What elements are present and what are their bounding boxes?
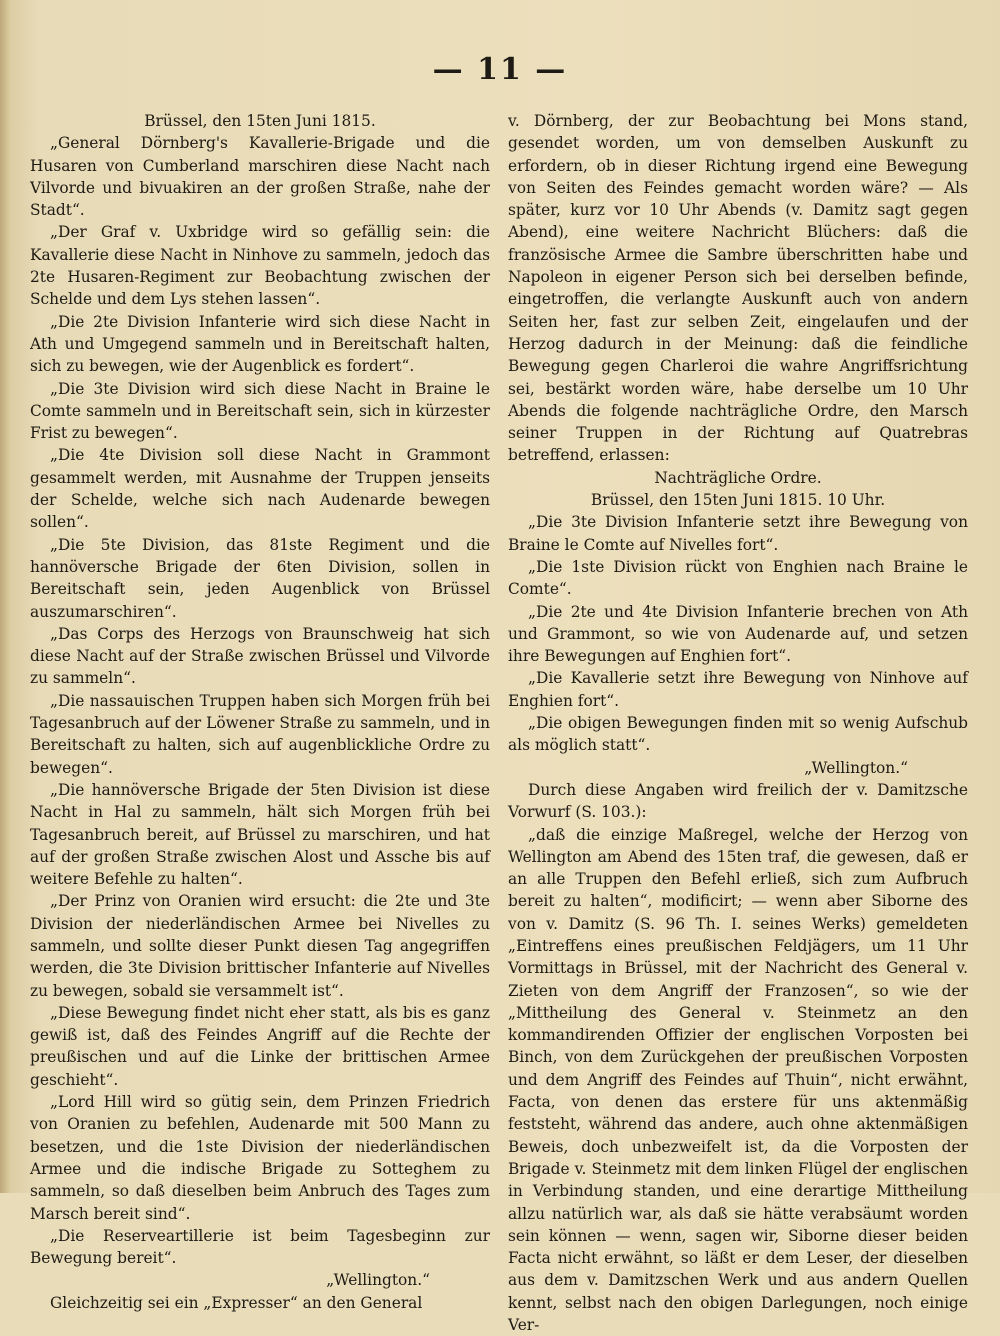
paragraph: Durch diese Angaben wird freilich der v. Damitzsche Vorwurf (S. 103.): [508,779,968,824]
paragraph: „Die Kavallerie setzt ihre Bewegung von Ninhove auf Enghien fort“. [508,667,968,712]
centered-line: Brüssel, den 15ten Juni 1815. 10 Uhr. [508,489,968,511]
centered-line: Brüssel, den 15ten Juni 1815. [30,110,490,132]
paragraph: „Der Prinz von Oranien wird ersucht: die 2te und 3te Division der niederländischen Armee bei Nivelles zu sammeln, und sollte dieser Punkt diesen Tag angegriffen werden, die 3te Division brittischer Infanterie auf Nivelles zu bewegen, sobald sie versammelt ist“. [30,890,490,1001]
paragraph: „Die 2te und 4te Division Infanterie brechen von Ath und Grammont, so wie von Audenarde auf, und setzen ihre Bewegungen auf Enghien fort“. [508,601,968,668]
paragraph: „Lord Hill wird so gütig sein, dem Prinzen Friedrich von Oranien zu befehlen, Audenarde mit 500 Mann zu besetzen, und die 1ste Division der niederländischen Armee und die indische Brigade zu Sotteghem zu sammeln, so daß dieselben beim Anbruch des Tages zum Marsch bereit sind“. [30,1091,490,1225]
paragraph: „Die nassauischen Truppen haben sich Morgen früh bei Tagesanbruch auf der Löwener Straße zu sammeln, und in Bereitschaft zu halten, sich auf augenblickliche Ordre zu bewegen“. [30,690,490,779]
paragraph: v. Dörnberg, der zur Beobachtung bei Mons stand, gesendet worden, um von demselben Auskunft zu erfordern, ob in dieser Richtung irgend eine Bewegung von Seiten des Feindes gemacht worden wäre? — Als später, kurz vor 10 Uhr Abends (v. Damitz sagt gegen Abend), eine weitere Nachricht Blüchers: daß die französische Armee die Sambre überschritten habe und Napoleon in eigener Person sich bei derselben befinde, eingetroffen, die verlangte Auskunft auch von andern Seiten her, fast zur selben Zeit, eingelaufen und der Herzog dadurch in der Meinung: daß die feindliche Bewegung gegen Charleroi die wahre Angriffsrichtung sei, bestärkt worden wäre, habe derselbe um 10 Uhr Abends die folgende nachträgliche Ordre, den Marsch seiner Truppen in der Richtung auf Quatrebras betreffend, erlassen: [508,110,968,467]
paragraph: „Die 4te Division soll diese Nacht in Grammont gesammelt werden, mit Ausnahme der Truppen jenseits der Schelde, welche sich nach Audenarde bewegen sollen“. [30,444,490,533]
paragraph: „daß die einzige Maßregel, welche der Herzog von Wellington am Abend des 15ten traf, die gewesen, daß er an alle Truppen den Befehl erließ, sich zum Aufbruch bereit zu halten“, modificirt; — wenn aber Siborne des von v. Damitz (S. 96 Th. I. seines Werks) gemeldeten „Eintreffens eines preußischen Feldjägers, um 11 Uhr Vormittags in Brüssel, mit der Nachricht des General v. Zieten von dem Angriff der Franzosen“, so wie der „Mittheilung des General v. Steinmetz an den kommandirenden Offizier der englischen Vorposten bei Binch, von dem Zurückgehen der preußischen Vorposten und dem Angriff des Feindes auf Thuin“, nicht erwähnt, Facta, von denen das erstere für uns aktenmäßig feststeht, während das andere, auch ohne aktenmäßigen Beweis, doch unbezweifelt ist, da die Vorposten der Brigade v. Steinmetz mit dem linken Flügel der englischen in Verbindung standen, und eine derartige Mittheilung allzu natürlich war, als daß sie hätte verabsäumt worden sein können — wenn, sagen wir, Siborne dieser beiden Facta nicht erwähnt, so läßt er dem Leser, der dieselben aus dem v. Damitzschen Werk und aus andern Quellen kennt, selbst nach den obigen Darlegungen, noch einige Ver- [508,824,968,1336]
paragraph: „Diese Bewegung findet nicht eher statt, als bis es ganz gewiß ist, daß des Feindes Angriff auf die Rechte der preußischen und auf die Linke der brittischen Armee geschieht“. [30,1002,490,1091]
centered-line: Nachträgliche Ordre. [508,467,968,489]
paragraph: „Das Corps des Herzogs von Braunschweig hat sich diese Nacht auf der Straße zwischen Brüssel und Vilvorde zu sammeln“. [30,623,490,690]
paragraph: „Die hannöversche Brigade der 5ten Division ist diese Nacht in Hal zu sammeln, hält sich Morgen früh bei Tagesanbruch bereit, auf Brüssel zu marschiren, und hat auf der großen Straße zwischen Alost und Assche bis auf weitere Befehle zu halten“. [30,779,490,890]
paragraph: „Die 1ste Division rückt von Enghien nach Braine le Comte“. [508,556,968,601]
paragraph: „General Dörnberg's Kavallerie-Brigade und die Husaren von Cumberland marschiren diese Nacht nach Vilvorde und bivuakiren an der großen Straße, nahe der Stadt“. [30,132,490,221]
right-column [508,110,968,1336]
paragraph: „Die Reserveartillerie ist beim Tagesbeginn zur Bewegung bereit“. [30,1225,490,1270]
paragraph: „Die 3te Division wird sich diese Nacht in Braine le Comte sammeln und in Bereitschaft sein, sich in kürzester Frist zu bewegen“. [30,378,490,445]
paragraph: „Die 2te Division Infanterie wird sich diese Nacht in Ath und Umgegend sammeln und in Bereitschaft halten, sich zu bewegen, wie der Augenblick es fordert“. [30,311,490,378]
paragraph: Gleichzeitig sei ein „Expresser“ an den General [30,1292,490,1314]
paragraph: „Die 3te Division Infanterie setzt ihre Bewegung von Braine le Comte auf Nivelles fort“. [508,511,968,556]
paragraph: „Die 5te Division, das 81ste Regiment und die hannöversche Brigade der 6ten Division, sollen in Bereitschaft sein, jeden Augenblick von Brüssel auszumarschiren“. [30,534,490,623]
left-column [30,110,490,1314]
signature-line: „Wellington.“ [30,1269,490,1291]
book-gutter [0,0,10,1193]
paragraph: „Die obigen Bewegungen finden mit so wenig Aufschub als möglich statt“. [508,712,968,757]
signature-line: „Wellington.“ [508,757,968,779]
paragraph: „Der Graf v. Uxbridge wird so gefällig sein: die Kavallerie diese Nacht in Ninhove zu sammeln, jedoch das 2te Husaren-Regiment zur Beobachtung zwischen der Schelde und dem Lys stehen lassen“. [30,221,490,310]
page-number: — 11 — [0,52,1000,87]
